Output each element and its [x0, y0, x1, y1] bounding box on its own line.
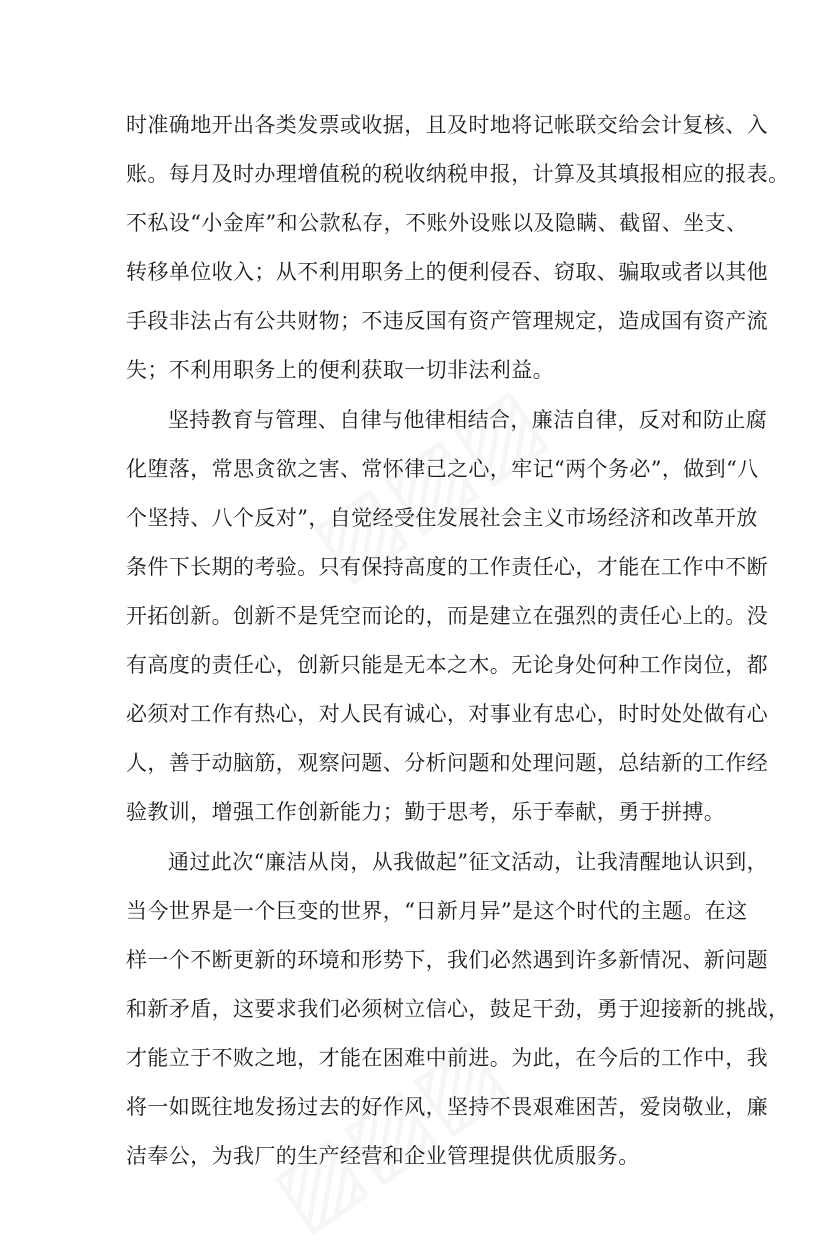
text-line: 将一如既往地发扬过去的好作风，坚持不畏艰难困苦，爱岗敬业，廉: [126, 1095, 768, 1119]
text-line: 手段非法占有公共财物；不违反国有资产管理规定，造成国有资产流: [126, 309, 768, 333]
text-line: 失；不利用职务上的便利获取一切非法利益。: [126, 358, 554, 382]
text-line: 开拓创新。创新不是凭空而论的，而是建立在强烈的责任心上的。没: [126, 604, 768, 628]
text-line: 通过此次“廉洁从岗，从我做起”征文活动，让我清醒地认识到，: [168, 850, 769, 874]
text-line: 当今世界是一个巨变的世界，“日新月异”是这个时代的主题。在这: [126, 899, 748, 923]
text-line: 个坚持、八个反对”，自觉经受住发展社会主义市场经济和改革开放: [126, 506, 758, 530]
text-line: 条件下长期的考验。只有保持高度的工作责任心，才能在工作中不断: [126, 555, 768, 579]
text-line: 样一个不断更新的环境和形势下，我们必然遇到许多新情况、新问题: [126, 948, 768, 972]
text-line: 人，善于动脑筋，观察问题、分析问题和处理问题，总结新的工作经: [126, 751, 768, 775]
text-line: 有高度的责任心，创新只能是无本之木。无论身处何种工作岗位，都: [126, 653, 768, 677]
text-line: 时准确地开出各类发票或收据，且及时地将记帐联交给会计复核、入: [126, 113, 768, 137]
text-line: 才能立于不败之地，才能在困难中前进。为此，在今后的工作中，我: [126, 1046, 768, 1070]
text-line: 化堕落，常思贪欲之害、常怀律己之心，牢记“两个务必”，做到“八: [126, 457, 759, 481]
text-line: 验教训，增强工作创新能力；勤于思考，乐于奉献，勇于拼搏。: [126, 800, 726, 824]
text-line: 账。每月及时办理增值税的税收纳税申报，计算及其填报相应的报表。: [126, 162, 790, 186]
text-line: 洁奉公，为我厂的生产经营和企业管理提供优质服务。: [126, 1144, 640, 1168]
text-line: 转移单位收入；从不利用职务上的便利侵吞、窃取、骗取或者以其他: [126, 260, 768, 284]
text-line: 坚持教育与管理、自律与他律相结合，廉洁自律，反对和防止腐: [168, 408, 768, 432]
text-line: 和新矛盾，这要求我们必须树立信心，鼓足干劲，勇于迎接新的挑战，: [126, 997, 790, 1021]
text-line: 必须对工作有热心，对人民有诚心，对事业有忠心，时时处处做有心: [126, 702, 768, 726]
text-line: 不私设“小金库”和公款私存，不账外设账以及隐瞒、截留、坐支、: [126, 211, 748, 235]
